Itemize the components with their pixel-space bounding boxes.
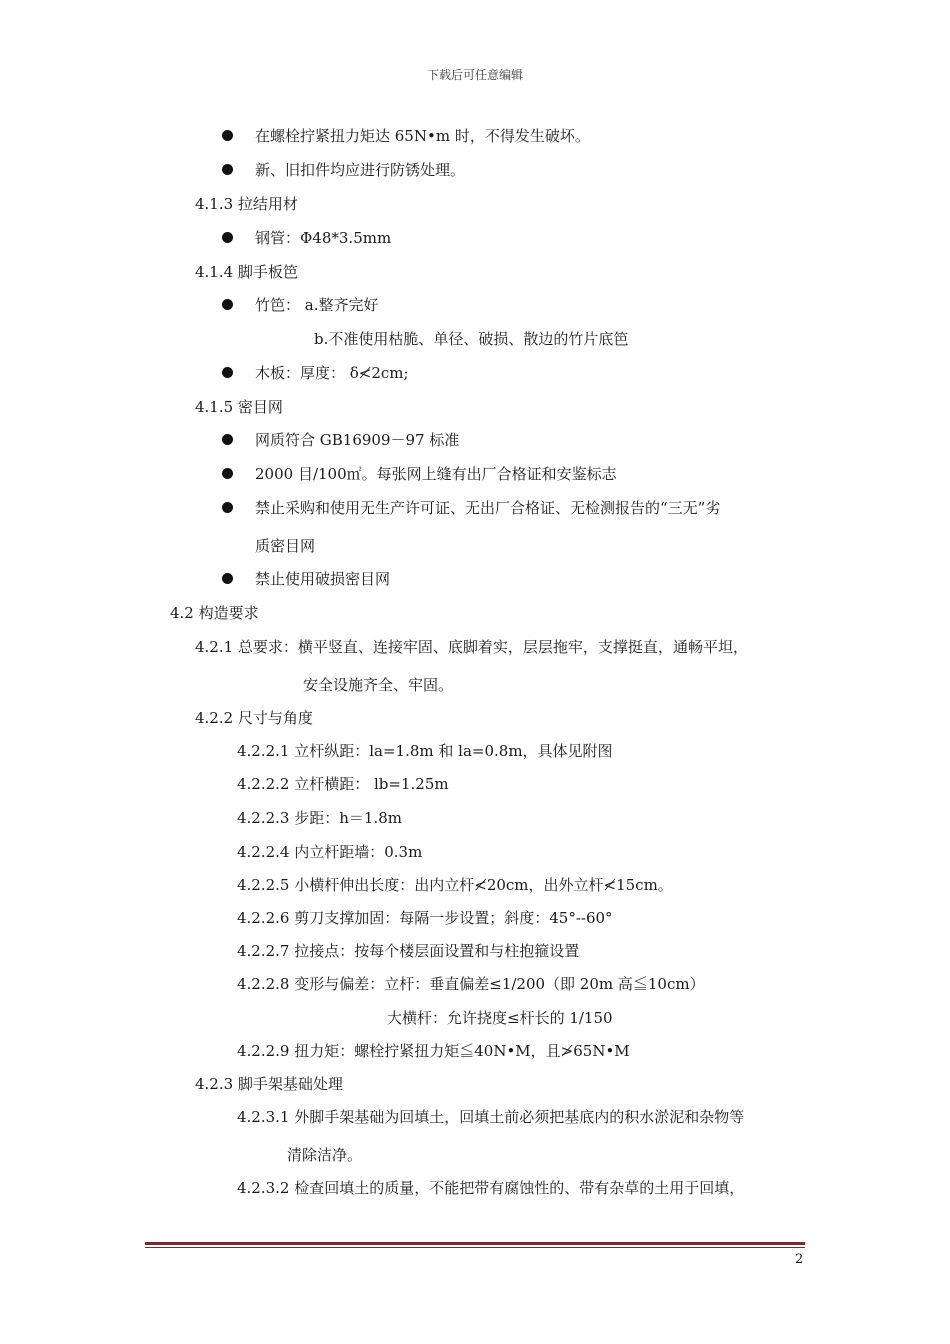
bullet-icon: [222, 164, 233, 175]
section-heading: 4.2 构造要求: [170, 604, 259, 622]
section-heading: 4.1.3 拉结用材: [195, 195, 298, 213]
footer-rule-thin: [145, 1247, 805, 1248]
section-heading: 4.1.5 密目网: [195, 398, 283, 416]
body-line: 4.2.2.2 立杆横距： lb=1.25m: [237, 775, 449, 793]
page-header: 下载后可任意编辑: [426, 68, 523, 82]
body-line: 4.2.2.7 拉接点：按每个楼层面设置和与柱抱箍设置: [237, 942, 580, 960]
body-line: 4.2.1 总要求：横平竖直、连接牢固、底脚着实，层层拖牢，支撑挺直，通畅平坦，: [195, 638, 748, 656]
body-line: 4.2.2.4 内立杆距墙：0.3m: [237, 843, 423, 861]
body-line: 钢管：Φ48*3.5mm: [255, 229, 392, 247]
body-line: 4.2.2.1 立杆纵距：la=1.8m 和 la=0.8m，具体见附图: [237, 742, 613, 760]
footer-rule: [145, 1242, 805, 1245]
body-line: 4.2.3.1 外脚手架基础为回填土，回填土前必须把基底内的积水淤泥和杂物等: [237, 1108, 745, 1126]
bullet-icon: [222, 299, 233, 310]
body-line: 4.2.3.2 检查回填土的质量，不能把带有腐蚀性的、带有杂草的土用于回填，: [237, 1179, 745, 1197]
body-line: 清除洁净。: [287, 1146, 363, 1164]
page-number: 2: [795, 1252, 804, 1267]
body-line: 大横杆：允许挠度≤杆长的 1/150: [387, 1009, 613, 1027]
body-line: 在螺栓拧紧扭力矩达 65N•m 时，不得发生破坏。: [255, 127, 590, 145]
body-line: 新、旧扣件均应进行防锈处理。: [255, 161, 466, 179]
body-line: 禁止采购和使用无生产许可证、无出厂合格证、无检测报告的“三无”劣: [255, 499, 721, 517]
body-line: 禁止使用破损密目网: [255, 570, 391, 588]
bullet-icon: [222, 502, 233, 513]
bullet-icon: [222, 232, 233, 243]
body-line: b.不准使用枯脆、单径、破损、散边的竹片底笆: [314, 330, 629, 348]
bullet-icon: [222, 573, 233, 584]
section-heading: 4.1.4 脚手板笆: [195, 263, 298, 281]
body-line: 4.2.2.9 扭力矩：螺栓拧紧扭力矩≦40N•M，且≯65N•M: [237, 1042, 630, 1060]
section-heading: 4.2.2 尺寸与角度: [195, 709, 313, 727]
bullet-icon: [222, 468, 233, 479]
bullet-icon: [222, 130, 233, 141]
bullet-icon: [222, 434, 233, 445]
section-heading: 4.2.3 脚手架基础处理: [195, 1075, 343, 1093]
body-line: 网质符合 GB16909－97 标准: [255, 431, 460, 449]
body-line: 质密目网: [255, 537, 316, 555]
body-line: 4.2.2.8 变形与偏差：立杆：垂直偏差≤1/200（即 20m 高≦10cm）: [237, 975, 705, 993]
body-line: 木板：厚度： δ≮2cm;: [255, 364, 409, 382]
body-line: 4.2.2.6 剪刀支撑加固：每隔一步设置；斜度：45°--60°: [237, 909, 613, 927]
body-line: 4.2.2.5 小横杆伸出长度：出内立杆≮20cm，出外立杆≮15cm。: [237, 876, 673, 894]
bullet-icon: [222, 367, 233, 378]
body-line: 竹笆： a.整齐完好: [255, 296, 379, 314]
body-line: 2000 目/100㎡。每张网上缝有出厂合格证和安鉴标志: [255, 465, 617, 483]
body-line: 4.2.2.3 步距：h＝1.8m: [237, 809, 402, 827]
body-line: 安全设施齐全、牢固。: [303, 676, 454, 694]
